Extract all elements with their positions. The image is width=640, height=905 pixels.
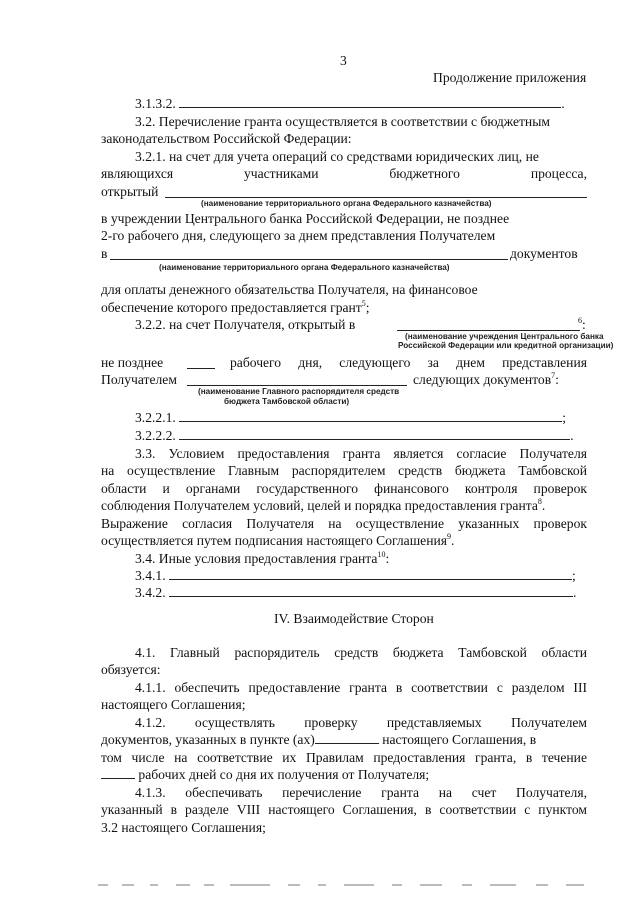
clause-3-3-line-5: Выражение согласия Получателя на осуществление указанных проверок (101, 516, 587, 531)
section-title: IV. Взаимодействие Сторон (274, 611, 434, 626)
clause-3-3-line-1: 3.3. Условием предоставления гранта является согласие Получателя (135, 446, 587, 461)
caption-bank-2: Российской Федерации или кредитной организации) (398, 341, 614, 350)
clause-3-2-2-end (578, 317, 586, 333)
clause-4-1-2-line-2 (101, 732, 536, 748)
clause-4-1-line-2: обязуется: (101, 662, 161, 677)
page-number: 3 (340, 53, 347, 68)
clause-3-2-line-2: законодательством Российской Федерации: (101, 131, 352, 146)
punct: . (451, 533, 455, 548)
caption-treasury: (наименование территориального органа Федерального казначейства) (201, 199, 492, 208)
blank-field (169, 568, 572, 580)
documents-word: документов (510, 246, 578, 261)
v-prefix: в (101, 246, 108, 261)
text: следующих документов (413, 372, 552, 387)
punct: : (582, 317, 586, 332)
blank-field (187, 385, 407, 386)
blank-field (101, 767, 135, 779)
text: осуществляется путем подписания настоящего Соглашения (101, 533, 448, 548)
blank-field (169, 585, 573, 597)
clause-3-3-line-4 (101, 498, 545, 514)
word: процесса, (530, 166, 587, 181)
footnote-6: 6 (578, 316, 582, 325)
word: являющихся (101, 166, 174, 181)
text: документов, указанных в пункте (ах) (101, 732, 315, 747)
blank-field (187, 368, 215, 369)
blank-field (110, 259, 508, 260)
clause-4-1-1-line-1: 4.1.1. обеспечить предоставление гранта в соответствии с разделом III (135, 680, 587, 695)
punct: : (555, 372, 559, 387)
clause-3-4-2 (135, 585, 576, 601)
clause-3-1-3-2: 3.1.3.2. . (135, 96, 565, 111)
blank-field (179, 428, 570, 440)
clause-3-2-2: 3.2.2. на счет Получателя, открытый в (135, 317, 356, 332)
clause-number: 3.2.2.1. (135, 410, 176, 425)
cb-line-2: 2-го рабочего дня, следующего за днем представления Получателем (101, 228, 496, 243)
following-documents (413, 372, 559, 388)
caption-distributor-1: (наименование Главного распорядителя средств (198, 387, 400, 396)
caption-bank-1: (наименование учреждения Центрального банка (405, 332, 604, 341)
deadline-prefix: не позднее (101, 355, 164, 370)
clause-4-1-2-line-1: 4.1.2. осуществлять проверку представляемых Получателем (135, 715, 587, 730)
clause-3-2-2-2 (135, 428, 574, 444)
clause-3-4-1 (135, 568, 576, 584)
recipient-word: Получателем (101, 372, 177, 387)
punct: . (573, 585, 577, 600)
footnote-10: 10 (377, 550, 386, 559)
clause-3-3-line-2: на осуществление Главным распорядителем средств бюджета Тамбовской (101, 463, 587, 478)
clause-3-3-line-3: области и органами государственного финансового контроля проверок (101, 481, 587, 496)
clause-number: 3.4.1. (135, 568, 166, 583)
clause-4-1-3-line-3: 3.2 настоящего Соглашения; (101, 820, 266, 835)
blank-field (165, 197, 587, 198)
clause-number: 3.2.2.2. (135, 428, 176, 443)
clause-4-1-3-line-1: 4.1.3. обеспечивать перечисление гранта на счет Получателя, (135, 785, 587, 800)
clause-4-1-1-line-2: настоящего Соглашения; (101, 697, 246, 712)
clause-3-2-1-line-1: 3.2.1. на счет для учета операций со средствами юридических лиц, не (135, 149, 539, 164)
cb-line-1: в учреждении Центрального банка Российской Федерации, не позднее (101, 211, 510, 226)
word: участниками (243, 166, 319, 181)
footnote-7: 7 (551, 371, 556, 380)
continuation-label: Продолжение приложения (433, 70, 587, 85)
caption-treasury-2: (наименование территориального органа Федерального казначейства) (159, 263, 450, 272)
blank-field (397, 330, 580, 331)
punct: ; (572, 568, 576, 583)
payment-line-2 (101, 300, 370, 316)
clause-4-1-3-line-2: указанный в разделе VIII настоящего Соглашения, в соответствии с пунктом (101, 802, 587, 817)
footnote-8: 8 (537, 497, 542, 506)
blank-field (179, 410, 562, 422)
clause-4-1-2-line-3: том числе на соответствие их Правилам предоставления гранта, в течение (101, 750, 587, 765)
clause-4-1-2-line-4 (101, 767, 429, 783)
clause-3-2-1-line-2 (101, 166, 587, 182)
payment-line-1: для оплаты денежного обязательства Получателя, на финансовое (101, 282, 478, 297)
clause-3-2-2-1 (135, 410, 566, 426)
footnote-5: 5 (361, 299, 366, 308)
clause-4-1-line-1: 4.1. Главный распорядитель средств бюджета Тамбовской области (135, 645, 587, 660)
punct: ; (365, 300, 370, 315)
punct: ; (562, 410, 566, 425)
clause-3-2-1-line-3: открытый (101, 184, 159, 199)
punct: . (541, 498, 546, 513)
word: бюджетного (389, 166, 460, 181)
caption-distributor-2: бюджета Тамбовской области) (224, 397, 350, 406)
clause-3-4 (135, 551, 389, 567)
clause-3-2-line-1: 3.2. Перечисление гранта осуществляется в соответствии с бюджетным (135, 114, 550, 129)
blank-field (315, 732, 379, 744)
punct: : (385, 551, 390, 566)
blank-field (179, 96, 561, 108)
deadline-text: рабочего дня, следующего за днем представления (230, 355, 587, 370)
text: рабочих дней со дня их получения от Получателя; (138, 767, 430, 782)
text: настоящего Соглашения, в (382, 732, 537, 747)
clause-number: 3.1.3.2. (135, 96, 176, 111)
clause-number: 3.4.2. (135, 585, 166, 600)
text: соблюдения Получателем условий, целей и порядка предоставления гранта (101, 498, 538, 513)
footnote-9: 9 (447, 532, 452, 541)
text: 3.4. Иные условия предоставления гранта (135, 551, 378, 566)
payment-text: обеспечение которого предоставляется грант (101, 300, 362, 315)
clause-3-3-line-6 (101, 533, 454, 549)
punct: . (570, 428, 574, 443)
